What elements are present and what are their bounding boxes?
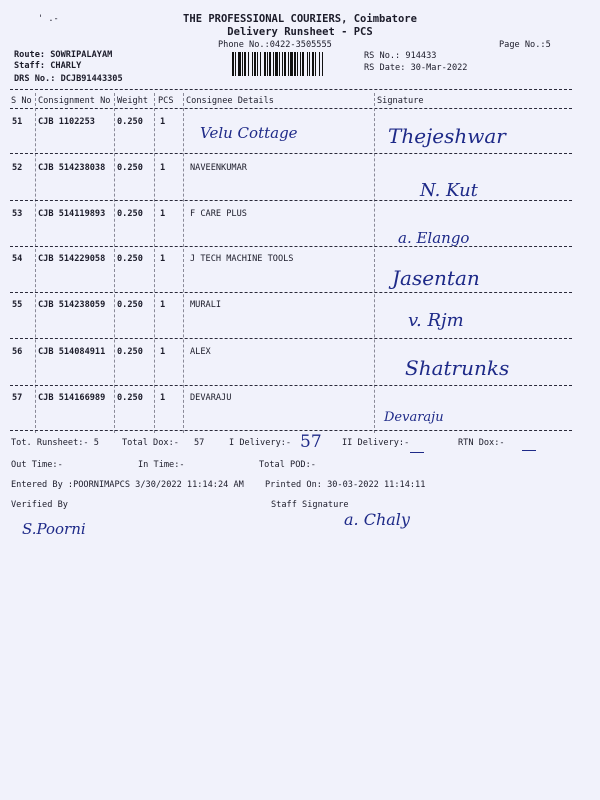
i-delivery-label: I Delivery:- xyxy=(229,438,292,448)
col-sep xyxy=(374,93,375,433)
total-dox-label: Total Dox:- xyxy=(122,438,179,448)
rtn-dox-dash-mark xyxy=(522,450,536,451)
col-weight-header: Weight xyxy=(117,96,149,106)
row-sno: 57 xyxy=(12,393,23,403)
row-consignment: CJB 514238038 xyxy=(38,163,106,173)
table-top-rule xyxy=(10,89,572,90)
page-number: Page No.:5 xyxy=(499,40,551,50)
signature-handwritten: Thejeshwar xyxy=(388,124,506,148)
total-pod: Total POD:- xyxy=(259,460,316,470)
row-sno: 54 xyxy=(12,254,23,264)
consignee-handwritten: Velu Cottage xyxy=(200,124,298,142)
barcode-bar xyxy=(322,52,323,76)
col-consignment-header: Consignment No xyxy=(38,96,111,106)
staff-name: Staff: CHARLY xyxy=(14,61,82,71)
rtn-dox-label: RTN Dox:- xyxy=(458,438,505,448)
barcode-bar xyxy=(244,52,246,76)
row-rule xyxy=(10,200,572,201)
company-name: THE PROFESSIONAL COURIERS, Coimbatore xyxy=(183,13,417,25)
barcode-bar xyxy=(260,52,261,76)
verified-by-label: Verified By xyxy=(11,500,68,510)
signature-handwritten: Shatrunks xyxy=(405,356,510,380)
row-rule xyxy=(10,292,572,293)
row-consignee: F CARE PLUS xyxy=(190,209,247,219)
col-consignee-header: Consignee Details xyxy=(186,96,274,106)
rs-date: RS Date: 30-Mar-2022 xyxy=(364,63,468,73)
row-consignee: ALEX xyxy=(190,347,211,357)
barcode-bar xyxy=(315,52,316,76)
row-weight: 0.250 xyxy=(117,393,143,403)
in-time: In Time:- xyxy=(138,460,185,470)
row-sno: 53 xyxy=(12,209,23,219)
barcode-bar xyxy=(254,52,256,76)
i-delivery-handwritten: 57 xyxy=(300,432,322,452)
signature-handwritten: v. Rjm xyxy=(408,310,464,331)
staff-signature-handwritten: a. Chaly xyxy=(344,510,410,529)
row-consignment: CJB 514084911 xyxy=(38,347,106,357)
entered-by: Entered By :POORNIMAPCS 3/30/2022 11:14:24 AM xyxy=(11,480,244,490)
total-dox-value: 57 xyxy=(194,438,205,448)
barcode-bar xyxy=(288,52,289,76)
barcode-bar xyxy=(302,52,304,76)
barcode-bar xyxy=(279,52,280,76)
row-consignment: CJB 1102253 xyxy=(38,117,95,127)
row-weight: 0.250 xyxy=(117,163,143,173)
row-rule xyxy=(10,385,572,386)
col-sep xyxy=(154,93,155,433)
staff-signature-label: Staff Signature xyxy=(271,500,349,510)
rs-number: RS No.: 914433 xyxy=(364,51,437,61)
signature-handwritten: a. Elango xyxy=(398,229,470,247)
barcode-bar xyxy=(319,52,320,76)
ii-delivery-dash-mark xyxy=(410,452,424,453)
row-consignee: MURALI xyxy=(190,300,222,310)
col-sep xyxy=(114,93,115,433)
barcode-bar xyxy=(312,52,314,76)
row-weight: 0.250 xyxy=(117,254,143,264)
barcode-bar xyxy=(300,52,301,76)
row-weight: 0.250 xyxy=(117,209,143,219)
barcode-bar xyxy=(257,52,258,76)
row-pcs: 1 xyxy=(160,254,166,264)
col-sep xyxy=(35,93,36,433)
barcode-bar xyxy=(297,52,298,76)
row-sno: 55 xyxy=(12,300,23,310)
signature-handwritten: Jasentan xyxy=(392,266,480,290)
signature-handwritten: N. Kut xyxy=(420,180,478,201)
row-weight: 0.250 xyxy=(117,117,143,127)
row-consignee: J TECH MACHINE TOOLS xyxy=(190,254,294,264)
table-bottom-rule xyxy=(10,430,572,431)
row-consignment: CJB 514119893 xyxy=(38,209,106,219)
row-rule xyxy=(10,153,572,154)
barcode-bar xyxy=(242,52,243,76)
row-pcs: 1 xyxy=(160,163,166,173)
barcode-bar xyxy=(235,52,236,76)
verified-by-signature: S.Poorni xyxy=(22,520,86,538)
barcode-bar xyxy=(309,52,310,76)
barcode-bar xyxy=(267,52,268,76)
printed-on: Printed On: 30-03-2022 11:14:11 xyxy=(265,480,426,490)
barcode-bar xyxy=(264,52,266,76)
row-sno: 56 xyxy=(12,347,23,357)
barcode-bar xyxy=(248,52,249,76)
barcode-bar xyxy=(273,52,274,76)
ii-delivery-label: II Delivery:- xyxy=(342,438,410,448)
row-pcs: 1 xyxy=(160,117,166,127)
col-signature-header: Signature xyxy=(377,96,424,106)
barcode-bar xyxy=(238,52,241,76)
runsheet-title: Delivery Runsheet - PCS xyxy=(227,26,373,38)
row-consignment: CJB 514229058 xyxy=(38,254,106,264)
row-consignment: CJB 514166989 xyxy=(38,393,106,403)
out-time: Out Time:- xyxy=(11,460,63,470)
barcode-bar xyxy=(284,52,286,76)
barcode-bar xyxy=(282,52,283,76)
col-sno-header: S No xyxy=(11,96,32,106)
row-consignee: DEVARAJU xyxy=(190,393,232,403)
corner-mark: ' .- xyxy=(38,14,59,24)
row-pcs: 1 xyxy=(160,209,166,219)
row-pcs: 1 xyxy=(160,347,166,357)
row-sno: 51 xyxy=(12,117,23,127)
drs-number: DRS No.: DCJB91443305 xyxy=(14,74,123,84)
barcode-bar xyxy=(307,52,308,76)
barcode-bar xyxy=(294,52,296,76)
row-consignee: NAVEENKUMAR xyxy=(190,163,247,173)
row-consignment: CJB 514238059 xyxy=(38,300,106,310)
barcode-bar xyxy=(290,52,293,76)
barcode xyxy=(232,52,358,76)
barcode-bar xyxy=(275,52,278,76)
row-weight: 0.250 xyxy=(117,347,143,357)
phone-number: Phone No.:0422-3505555 xyxy=(218,40,332,50)
barcode-bar xyxy=(232,52,234,76)
barcode-bar xyxy=(252,52,253,76)
route: Route: SOWRIPALAYAM xyxy=(14,50,113,60)
header-bottom-rule xyxy=(10,108,572,109)
col-pcs-header: PCS xyxy=(158,96,174,106)
col-sep xyxy=(183,93,184,433)
row-pcs: 1 xyxy=(160,393,166,403)
row-weight: 0.250 xyxy=(117,300,143,310)
row-sno: 52 xyxy=(12,163,23,173)
row-pcs: 1 xyxy=(160,300,166,310)
row-rule xyxy=(10,246,572,247)
row-rule xyxy=(10,338,572,339)
barcode-bar xyxy=(269,52,271,76)
total-runsheet: Tot. Runsheet:- 5 xyxy=(11,438,99,448)
signature-handwritten: Devaraju xyxy=(384,410,444,425)
